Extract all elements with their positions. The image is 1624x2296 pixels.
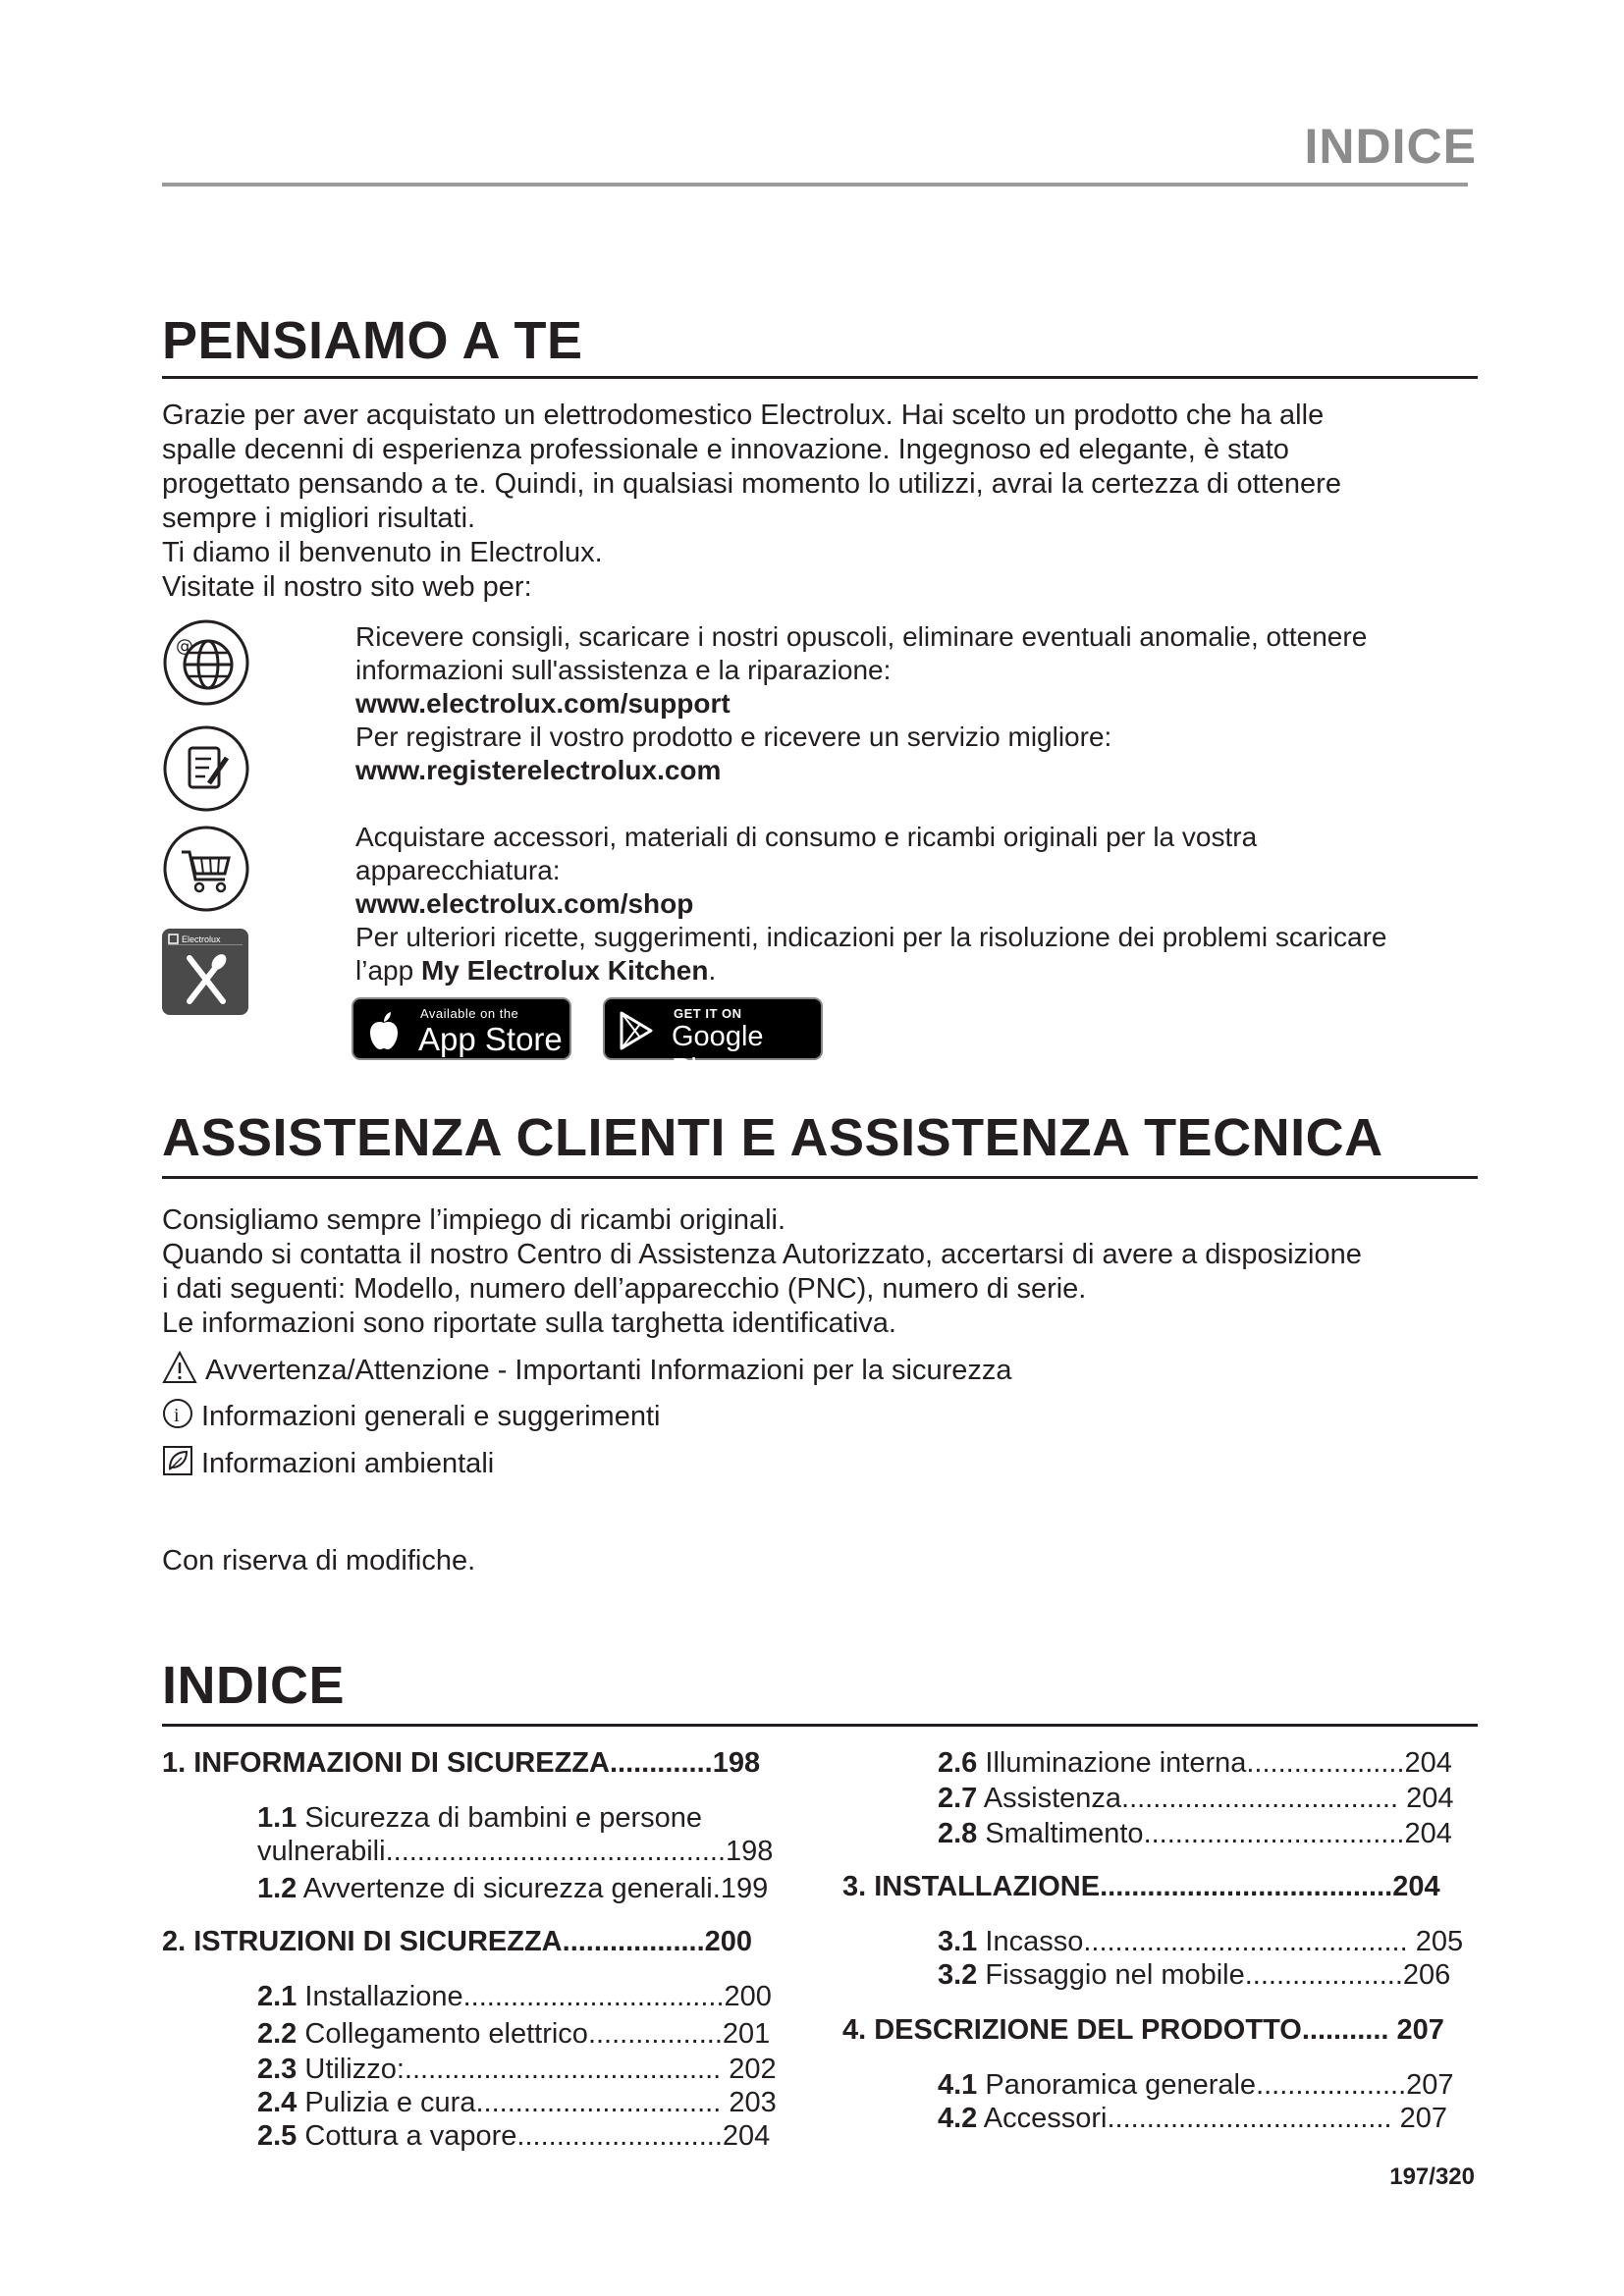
toc-entry-title: Illuminazione interna [977,1747,1247,1779]
toc-entry-page: 206 [1402,1959,1451,1991]
toc-entry-number: 2.6 [938,1747,978,1779]
register-link[interactable]: www.registerelectrolux.com [355,755,722,785]
toc-entry[interactable] [257,1979,772,2014]
toc-entry[interactable] [938,2101,1447,2136]
assistance-line: i dati seguenti: Modello, numero dell’apparecchio (PNC), numero di serie. [162,1273,1087,1305]
toc-entry-title: Cottura a vapore [297,2120,517,2152]
toc-entry-number: 4.1 [938,2069,978,2101]
toc-entry-page: 200 [704,1926,753,1957]
toc-entry-title: Incasso [977,1926,1084,1957]
toc-entry-leader: .................... [1246,1747,1405,1779]
support-link[interactable]: www.electrolux.com/support [355,688,731,719]
toc-entry-leader: .................... [1244,1959,1403,1991]
toc-entry-leader: .................................... [1107,2103,1400,2134]
intro-line: Ti diamo il benvenuto in Electrolux. [162,537,603,568]
google-play-small-label: GET IT ON [674,1006,742,1021]
toc-entry-number: 2.5 [257,2120,298,2152]
toc-section-entry[interactable] [162,1924,752,1959]
toc-section-entry[interactable] [842,2012,1444,2048]
app-icon-brand: Electrolux [168,934,243,945]
app-suffix: . [708,955,717,986]
section-rule [162,376,1478,379]
toc-entry-page: 202 [729,2054,777,2085]
toc-entry-title: Smaltimento [977,1818,1144,1849]
toc-entry-leader: ..................................... [1100,1871,1393,1902]
toc-entry[interactable] [938,1816,1452,1851]
apple-icon [367,1011,401,1050]
toc-entry-title: Pulizia e cura [297,2087,476,2118]
toc-entry-title: 4. DESCRIZIONE DEL PRODOTTO [842,2014,1302,2046]
toc-entry-title: Avvertenze di sicurezza generali [297,1873,713,1904]
electrolux-kitchen-app-icon[interactable] [162,929,248,1015]
legend-environment-text: Informazioni ambientali [201,1448,495,1480]
legend-warning-text: Avvertenza/Attenzione - Importanti Informazioni per la sicurezza [205,1355,1012,1387]
assistance-paragraph [162,1203,1478,1341]
toc-entry-title: Fissaggio nel mobile [977,1959,1245,1991]
toc-entry[interactable] [938,2067,1454,2103]
toc-entry-leader: ........... [1301,2014,1397,2046]
toc-entry[interactable] [938,1781,1453,1816]
intro-line: progettato pensando a te. Quindi, in qualsiasi momento lo utilizzi, avrai la certezza di ottenere [162,468,1341,500]
toc-entry-page: 204 [1404,1818,1452,1849]
toc-entry-number: 3.2 [938,1959,978,1991]
shopping-cart-icon [162,825,250,913]
toc-entry[interactable] [938,1957,1450,1993]
svg-text:@: @ [176,636,193,657]
legend-environment [162,1445,494,1480]
toc-entry-title: 1. INFORMAZIONI DI SICUREZZA [162,1747,610,1779]
intro-line: Grazie per aver acquistato un elettrodomestico Electrolux. Hai scelto un prodotto che ha alle [162,400,1325,431]
toc-entry-page: 204 [722,2120,771,2152]
intro-line: spalle decenni di esperienza professionale e innovazione. Ingegnoso ed elegante, è stato [162,434,1289,465]
toc-entry-number: 1.2 [257,1873,298,1904]
toc-entry-leader: ........................................ [404,2054,730,2085]
section-heading-assistenza: ASSISTENZA CLIENTI E ASSISTENZA TECNICA [162,1108,1383,1167]
app-store-badge[interactable] [352,997,571,1060]
toc-entry-page: 205 [1415,1926,1464,1957]
toc-entry-leader: ........................................... [385,1836,727,1867]
toc-entry-leader: ................. [587,2018,723,2050]
toc-entry-title: Utilizzo: [297,2054,405,2085]
toc-entry-page: 207 [1399,2103,1448,2134]
toc-entry[interactable] [257,1871,768,1906]
toc-entry-title: Collegamento elettrico [297,2018,588,2050]
section-heading-pensiamo: PENSIAMO A TE [162,311,583,370]
google-play-badge[interactable] [603,997,823,1085]
toc-entry-title: vulnerabili [257,1836,386,1867]
toc-entry-number: 4.2 [938,2103,978,2134]
legend-info [162,1398,660,1433]
page-number: 197/320 [1389,2163,1475,2190]
toc-entry-title: Sicurezza di bambini e persone [297,1802,702,1834]
toc-entry-number: 2.2 [257,2018,298,2050]
toc-entry-number: 2.7 [938,1783,978,1814]
support-line: informazioni sull'assistenza e la riparazione: [355,655,892,685]
toc-entry-leader: .................. [562,1926,705,1957]
toc-entry-leader: ............. [609,1747,713,1779]
support-block [355,620,1475,787]
google-play-icon [619,1011,654,1050]
toc-entry-number: 2.3 [257,2054,298,2085]
app-line-2 [355,954,1475,988]
leaf-icon [162,1445,193,1485]
support-line: Ricevere consigli, scaricare i nostri opuscoli, eliminare eventuali anomalie, ottenere [355,621,1368,652]
toc-entry-page: 198 [712,1747,761,1779]
toc-entry-leader: ......................................... [1083,1926,1416,1957]
toc-entry-leader: ................... [1256,2069,1407,2101]
toc-entry-number: 2.8 [938,1818,978,1849]
legend-info-text: Informazioni generali e suggerimenti [201,1401,661,1433]
toc-entry-leader: . [712,1873,721,1904]
app-store-small-label: Available on the [420,1006,519,1021]
toc-entry-page: 204 [1406,1783,1454,1814]
toc-entry-page: 204 [1392,1871,1440,1902]
toc-entry-page: 207 [1406,2069,1454,2101]
app-prefix: l’app [355,955,421,986]
page-header-title: INDICE [1304,119,1477,174]
toc-section-entry[interactable] [842,1869,1440,1904]
toc-entry[interactable] [257,2118,770,2154]
toc-entry-leader: ................................. [462,1981,725,2012]
svg-text:i: i [174,1405,180,1426]
toc-entry-page: 199 [720,1873,769,1904]
toc-entry-number: 2.1 [257,1981,298,2012]
toc-entry[interactable] [257,2016,770,2052]
header-rule [162,183,1468,187]
toc-entry[interactable] [257,1834,773,1869]
toc-entry[interactable] [938,1924,1463,1959]
google-play-label: Google Play [672,1021,764,1085]
toc-entry-title: 3. INSTALLAZIONE [842,1871,1101,1902]
toc-entry-title: Assistenza [977,1783,1122,1814]
toc-entry-number: 3.1 [938,1926,978,1957]
section-rule [162,1724,1478,1727]
toc-entry-title: Panoramica generale [977,2069,1257,2101]
toc-entry-leader: ................................. [1143,1818,1405,1849]
assistance-line: Le informazioni sono riportate sulla targhetta identificativa. [162,1308,896,1339]
toc-entry-page: 207 [1396,2014,1444,2046]
toc-entry-leader: ............................... [475,2087,730,2118]
shop-block [355,821,1475,988]
reserve-note: Con riserva di modifiche. [162,1545,476,1576]
toc-entry-leader: .......................... [516,2120,723,2152]
toc-entry-number: 2.4 [257,2087,298,2118]
intro-line: Visitate il nostro sito web per: [162,571,532,603]
app-name: My Electrolux Kitchen [420,955,709,986]
toc-entry-page: 203 [729,2087,777,2118]
section-heading-indice: INDICE [162,1656,346,1715]
legend-warning [162,1351,1012,1386]
shop-line: apparecchiatura: [355,855,561,885]
toc-entry-page: 201 [722,2018,771,2050]
intro-line: sempre i migliori risultati. [162,503,476,534]
document-edit-icon [162,724,250,813]
toc-entry-title: Installazione [297,1981,463,2012]
toc-entry-number: 1.1 [257,1802,298,1834]
globe-icon [162,618,250,707]
app-store-label: App Store [418,1021,563,1057]
assistance-line: Quando si contatta il nostro Centro di Assistenza Autorizzato, accertarsi di avere a disposizione [162,1239,1362,1270]
toc-entry[interactable] [257,1800,702,1836]
toc-entry-page: 198 [726,1836,774,1867]
intro-paragraph [162,399,1478,605]
toc-entry-page: 204 [1404,1747,1452,1779]
shop-line: Acquistare accessori, materiali di consumo e ricambi originali per la vostra [355,822,1258,852]
register-line: Per registrare il vostro prodotto e ricevere un servizio migliore: [355,721,1112,752]
toc-entry-title: 2. ISTRUZIONI DI SICUREZZA [162,1926,563,1957]
toc-section-entry[interactable] [162,1745,760,1781]
toc-entry[interactable] [257,2085,777,2120]
section-rule [162,1176,1478,1179]
toc-entry-page: 200 [724,1981,772,2012]
toc-entry-leader: ................................... [1121,1783,1407,1814]
info-circle-icon [162,1398,193,1438]
toc-entry[interactable] [938,1745,1452,1781]
app-line: Per ulteriori ricette, suggerimenti, indicazioni per la risoluzione dei problemi scaricare [355,922,1387,952]
warning-triangle-icon [162,1351,197,1393]
shop-link[interactable]: www.electrolux.com/shop [355,888,694,919]
toc-entry-title: Accessori [977,2103,1108,2134]
toc-entry[interactable] [257,2052,777,2087]
assistance-line: Consigliamo sempre l’impiego di ricambi originali. [162,1204,786,1236]
